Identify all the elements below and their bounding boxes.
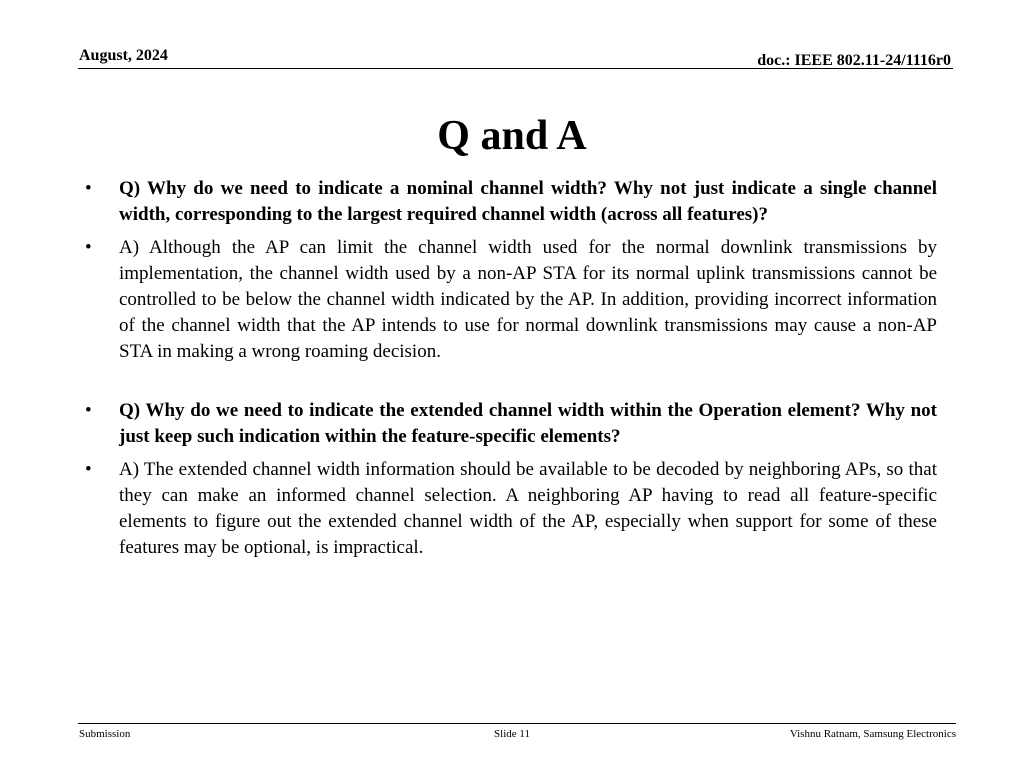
footer-divider	[78, 723, 956, 724]
question-1	[85, 176, 937, 228]
slide-title: Q and A	[437, 113, 587, 159]
footer-slide-number: Slide 11	[494, 728, 530, 740]
answer-1	[85, 235, 937, 365]
answer-2	[85, 457, 937, 561]
qa-list	[85, 176, 937, 568]
header-divider	[78, 68, 953, 69]
header-doc-id: doc.: IEEE 802.11-24/1116r0	[757, 52, 951, 69]
bullet-icon: •	[85, 237, 92, 258]
footer-author: Vishnu Ratnam, Samsung Electronics	[789, 728, 956, 740]
header-date: August, 2024	[79, 47, 168, 64]
question-2-text: Q) Why do we need to indicate the extended channel width within the Operation element? Why not just keep such indication within the feature-specific elements?	[119, 400, 937, 447]
bullet-icon: •	[85, 459, 92, 480]
bullet-icon: •	[85, 400, 92, 421]
footer-submission: Submission	[79, 728, 131, 740]
question-1-text: Q) Why do we need to indicate a nominal channel width? Why not just indicate a single channel width, corresponding to the largest required channel width (across all features)?	[119, 178, 937, 225]
question-2	[85, 398, 937, 450]
answer-1-text: A) Although the AP can limit the channel width used for the normal downlink transmissions by implementation, the channel width used by a non-AP STA for its normal uplink transmissions cannot be controlled to be below the channel width indicated by the AP. In addition, providing incorrect information of the channel width that the AP intends to use for normal downlink transmissions may cause a non-AP STA in making a wrong roaming decision.	[119, 237, 937, 362]
bullet-icon: •	[85, 178, 92, 199]
answer-2-text: A) The extended channel width information should be available to be decoded by neighboring APs, so that they can make an informed channel selection. A neighboring AP having to read all feature-specific elements to figure out the extended channel width of the AP, especially when support for some of these features may be optional, is impractical.	[119, 459, 937, 558]
